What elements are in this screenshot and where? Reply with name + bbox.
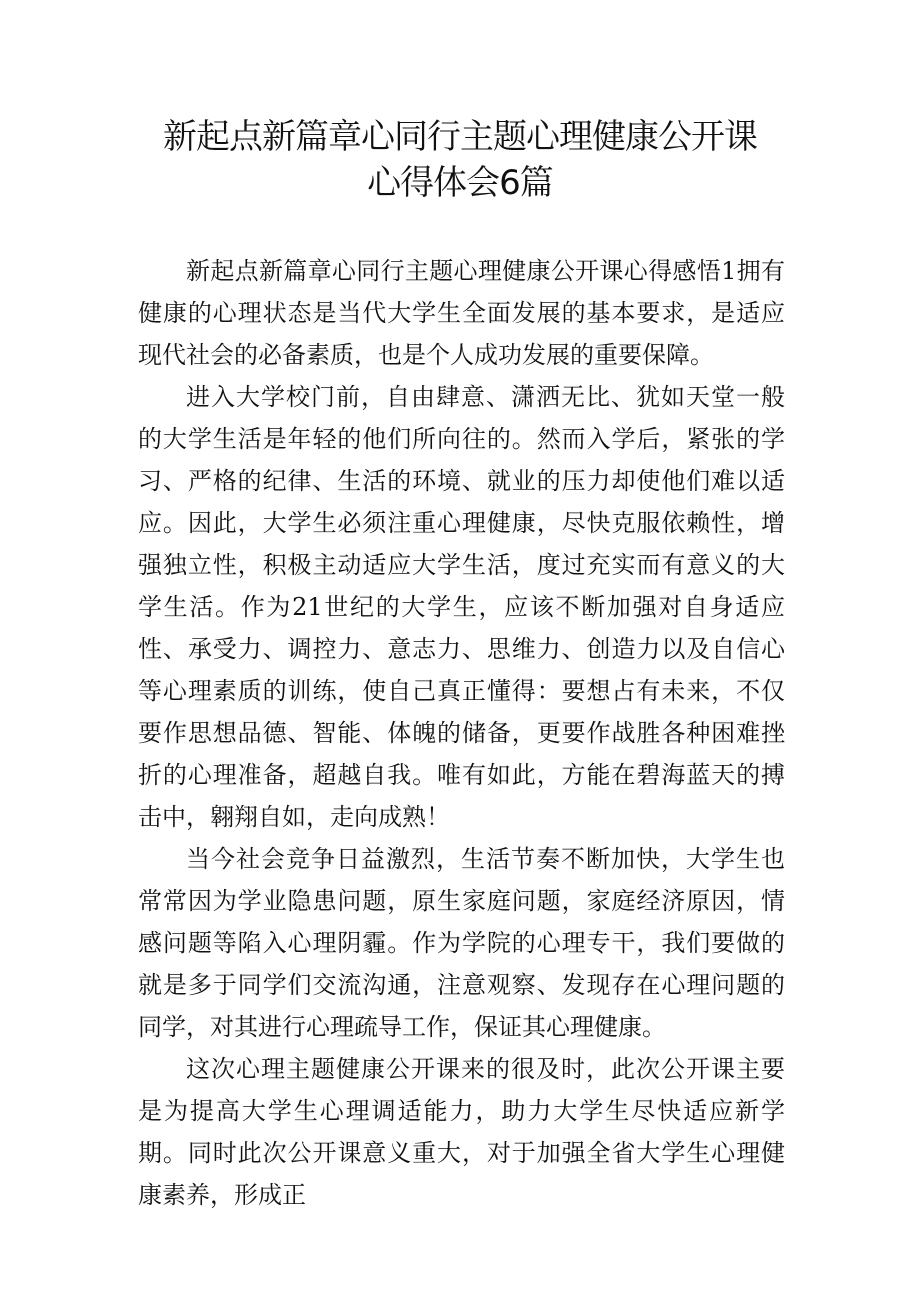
paragraph-4: 这次心理主题健康公开课来的很及时，此次公开课主要是为提高大学生心理调适能力，助力大学生尽快适应新学期。同时此次公开课意义重大，对于加强全省大学生心理健康素养，形成正 [138, 1055, 785, 1209]
paragraph-1: 新起点新篇章心同行主题心理健康公开课心得感悟1拥有健康的心理状态是当代大学生全面发展的基本要求，是适应现代社会的必备素质，也是个人成功发展的重要保障。 [138, 257, 785, 369]
document-title [100, 114, 820, 206]
title-line-2: 心得体会6篇 [367, 163, 553, 203]
paragraph-3: 当今社会竞争日益激烈，生活节奏不断加快，大学生也常常因为学业隐患问题，原生家庭问题，家庭经济原因，情感问题等陷入心理阴霾。作为学院的心理专干，我们要做的就是多于同学们交流沟通，注意观察、发现存在心理问题的同学，对其进行心理疏导工作，保证其心理健康。 [138, 845, 785, 1041]
paragraph-2: 进入大学校门前，自由肆意、潇洒无比、犹如天堂一般的大学生活是年轻的他们所向往的。然而入学后，紧张的学习、严格的纪律、生活的环境、就业的压力却使他们难以适应。因此，大学生必须注重心理健康，尽快克服依赖性，增强独立性，积极主动适应大学生活，度过充实而有意义的大学生活。作为21世纪的大学生，应该不断加强对自身适应性、承受力、调控力、意志力、思维力、创造力以及自信心等心理素质的训练，使自己真正懂得：要想占有未来，不仅要作思想品德、智能、体魄的储备，更要作战胜各种困难挫折的心理准备，超越自我。唯有如此，方能在碧海蓝天的搏击中，翱翔自如，走向成熟！ [138, 383, 785, 831]
document-body [138, 250, 785, 1216]
title-line-1: 新起点新篇章心同行主题心理健康公开课 [163, 117, 757, 157]
